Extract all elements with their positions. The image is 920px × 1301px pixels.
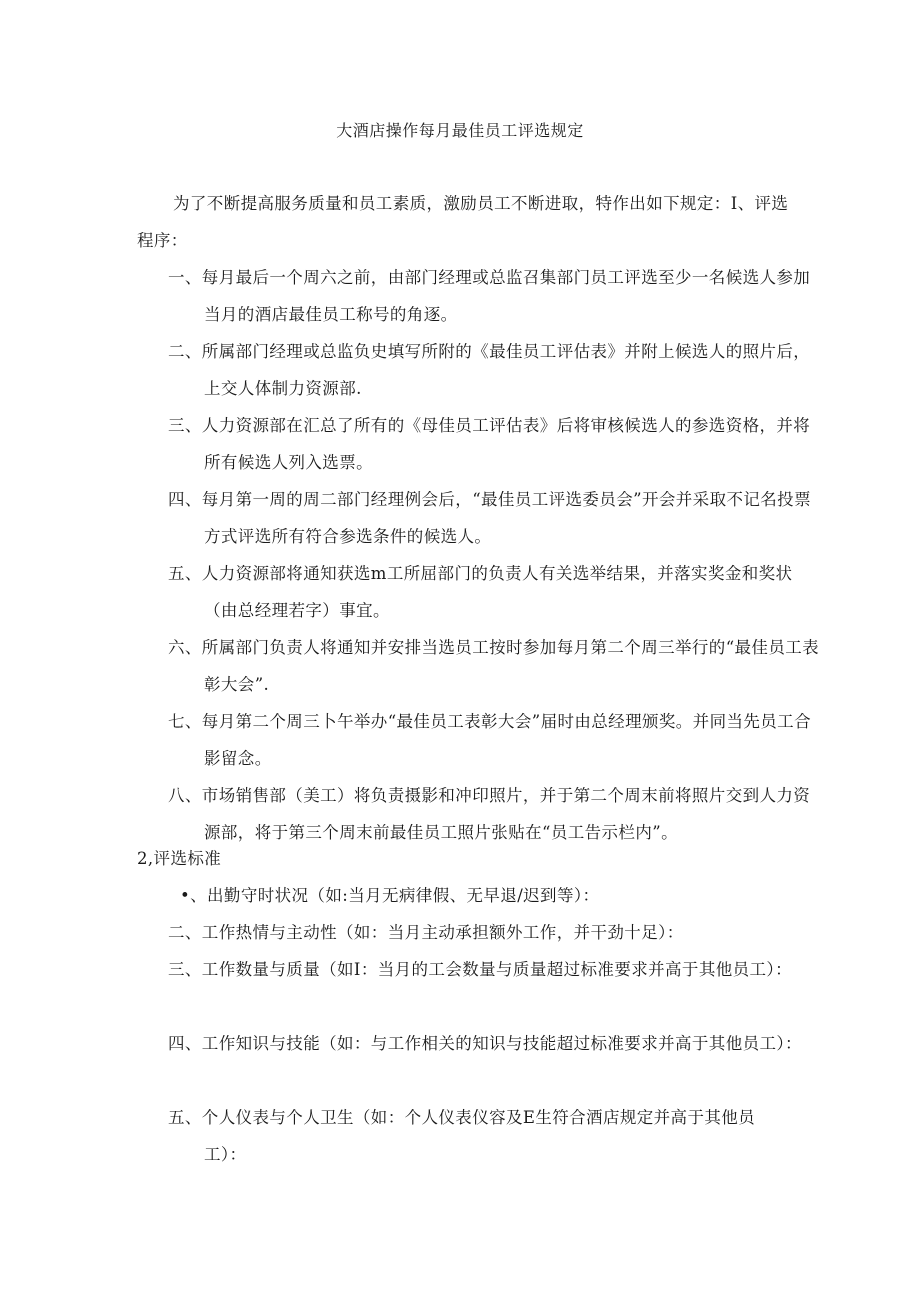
document-title: 大酒店操作每月最佳员工评选规定 xyxy=(336,121,584,140)
procedure-item-5: 五、人力资源部将通知获选m工所屈部门的负责人有关选举结果，并落实奖金和奖状（由总经理若字）事宜。 xyxy=(168,564,793,620)
procedure-item-7: 七、每月第二个周三卜午举办“最佳员工表彰大会”届时由总经理颁奖。并同当先员工合影留念。 xyxy=(168,712,811,768)
intro-paragraph: 为了不断提高服务质量和员工素质，激励员工不断进取，特作出如下规定：I、评选程序： xyxy=(137,194,789,250)
procedure-item-3: 三、人力资源部在汇总了所有的《母佳员工评估表》后将审核候选人的参选资格，并将所有候选人列入选票。 xyxy=(168,416,811,472)
criteria-heading: 2,评选标准 xyxy=(137,849,222,868)
procedure-item-4: 四、每月第一周的周二部门经理例会后，“最佳员工评选委员会”开会并采取不记名投票方式评选所有符合参选条件的候选人。 xyxy=(168,490,811,546)
procedure-item-2: 二、所属部门经理或总监负史填写所附的《最佳员工评估表》并附上候选人的照片后，上交人体制力资源部. xyxy=(168,342,811,398)
procedure-item-1: 一、每月最后一个周六之前，由部门经理或总监召集部门员工评选至少一名候选人参加当月的酒店最佳员工称号的角逐。 xyxy=(168,268,811,324)
criteria-item-3: 三、工作数量与质量（如I：当月的工会数量与质量超过标准要求并高于其他员工）： xyxy=(168,960,792,979)
procedure-item-8: 八、市场销售部（美工）将负责摄影和冲印照片，并于第二个周末前将照片交到人力资源部，将于第三个周末前最佳员工照片张贴在“员工告示栏内”。 xyxy=(168,786,811,842)
criteria-item-5: 五、个人仪表与个人卫生（如：个人仪表仪容及E生符合酒店规定并高于其他员工）： xyxy=(168,1108,756,1164)
criteria-item-4: 四、工作知识与技能（如：与工作相关的知识与技能超过标准要求并高于其他员工）： xyxy=(168,1034,802,1053)
criteria-item-2: 二、工作热情与主动性（如：当月主动承担额外工作，并干劲十足）： xyxy=(168,923,684,942)
procedure-item-6: 六、所属部门负责人将通知并安排当选员工按时参加每月第二个周三举行的“最佳员工表彰大会”. xyxy=(168,638,820,694)
criteria-item-1: •、出勤守时状况（如:当月无病律假、无早退/迟到等）： xyxy=(180,886,600,905)
